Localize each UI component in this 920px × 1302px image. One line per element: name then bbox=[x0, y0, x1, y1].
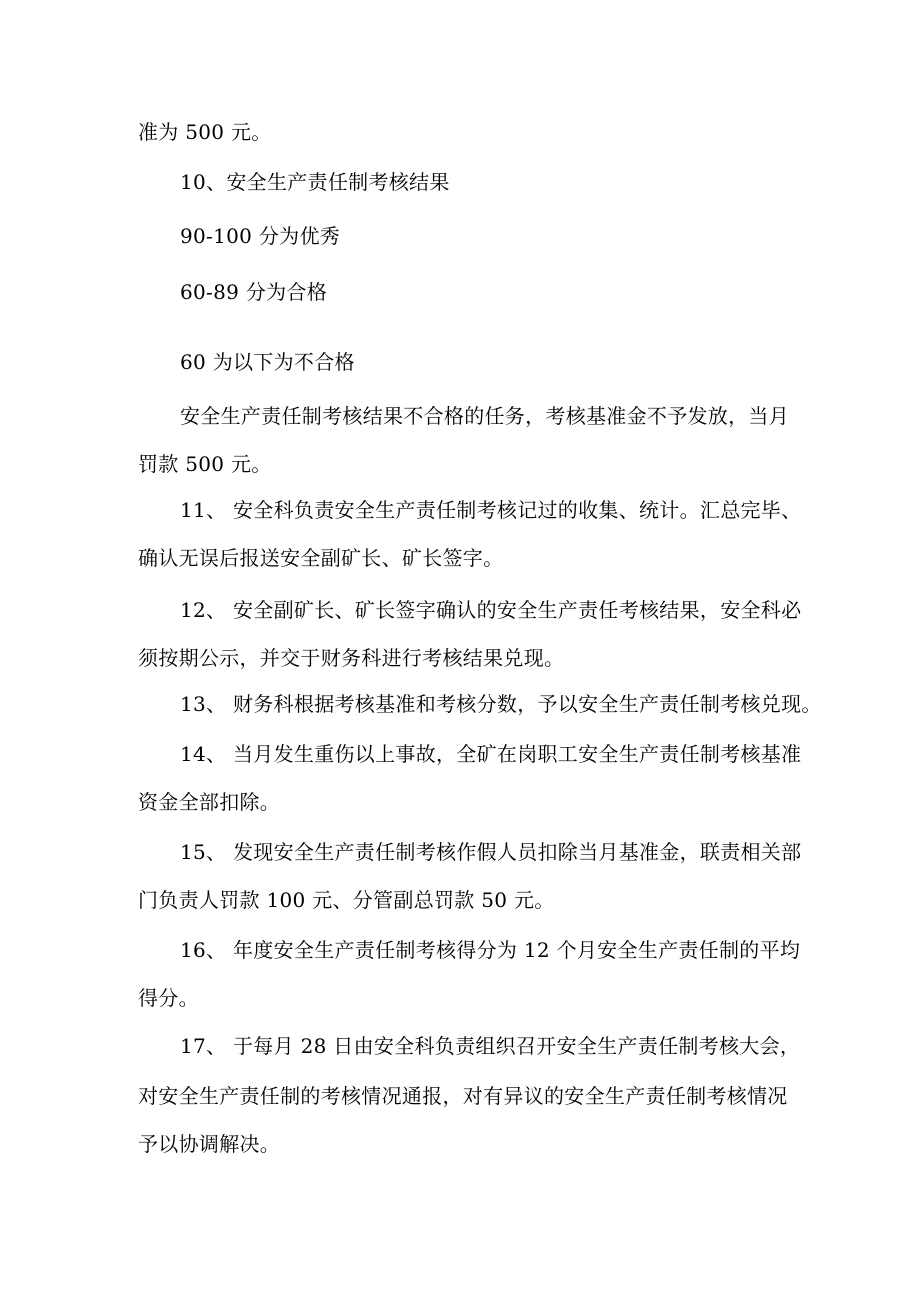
text-line: 须按期公示，并交于财务科进行考核结果兑现。 bbox=[138, 646, 565, 670]
text-line: 安全生产责任制考核结果不合格的任务，考核基准金不予发放，当月 bbox=[180, 404, 789, 428]
text-line: 16、 年度安全生产责任制考核得分为 12 个月安全生产责任制的平均 bbox=[180, 938, 801, 962]
text-line: 得分。 bbox=[138, 986, 199, 1010]
text-line: 罚款 500 元。 bbox=[138, 452, 272, 476]
text-line: 准为 500 元。 bbox=[138, 120, 272, 144]
text-line: 13、 财务科根据考核基准和考核分数，予以安全生产责任制考核兑现。 bbox=[180, 692, 822, 716]
text-line: 确认无误后报送安全副矿长、矿长签字。 bbox=[138, 546, 504, 570]
text-line: 资金全部扣除。 bbox=[138, 790, 281, 814]
text-line: 10、安全生产责任制考核结果 bbox=[180, 170, 450, 194]
text-line: 60 为以下为不合格 bbox=[180, 350, 355, 374]
text-line: 12、 安全副矿长、矿长签字确认的安全生产责任考核结果，安全科必 bbox=[180, 598, 802, 622]
text-line: 门负责人罚款 100 元、分管副总罚款 50 元。 bbox=[138, 888, 555, 912]
text-line: 90-100 分为优秀 bbox=[180, 224, 341, 248]
text-line: 11、 安全科负责安全生产责任制考核记过的收集、统计。汇总完毕、 bbox=[180, 498, 802, 522]
text-line: 14、 当月发生重伤以上事故，全矿在岗职工安全生产责任制考核基准 bbox=[180, 742, 802, 766]
text-line: 15、 发现安全生产责任制考核作假人员扣除当月基准金，联责相关部 bbox=[180, 840, 802, 864]
text-line: 60-89 分为合格 bbox=[180, 280, 328, 304]
text-line: 17、 于每月 28 日由安全科负责组织召开安全生产责任制考核大会， bbox=[180, 1034, 801, 1058]
text-line: 予以协调解决。 bbox=[138, 1132, 281, 1156]
text-line: 对安全生产责任制的考核情况通报，对有异议的安全生产责任制考核情况 bbox=[138, 1084, 788, 1108]
